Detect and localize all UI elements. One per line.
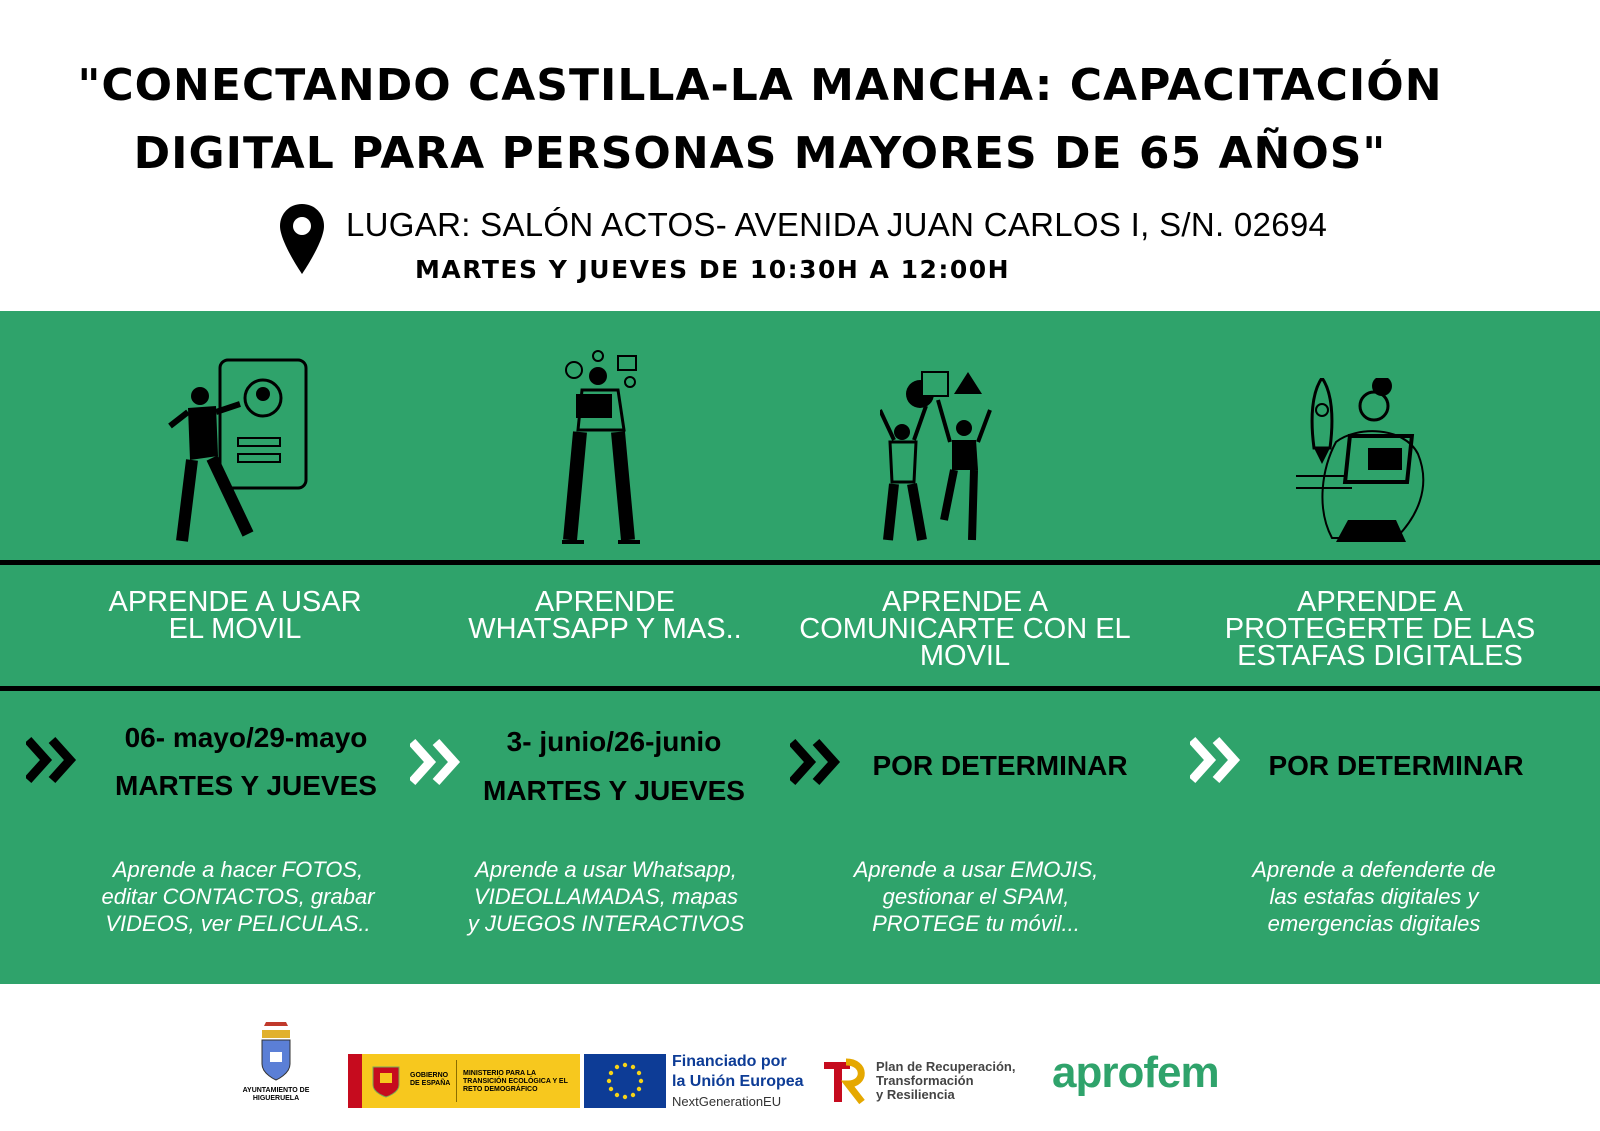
column-1-days: MARTES Y JUEVES: [115, 770, 377, 801]
column-3-description: Aprende a usar EMOJIS, gestionar el SPAM, PROTEGE tu móvil...: [853, 857, 1099, 936]
chevron-double-right-icon: [26, 736, 78, 784]
gobierno-ministerio-logo: [348, 1054, 580, 1108]
column-4-description: Aprende a defenderte de las estafas digitales y emergencias digitales: [1252, 857, 1496, 936]
person-with-rocket-laptop-icon: [1296, 378, 1446, 550]
event-hours: MARTES Y JUEVES DE 10:30H A 12:00H: [415, 255, 1011, 284]
divider-bottom: [0, 686, 1600, 691]
plan-line-1: Plan de Recuperación,: [876, 1059, 1016, 1074]
eu-line-2: la Unión Europea: [672, 1073, 804, 1090]
prtr-logo-icon: [822, 1058, 870, 1106]
person-with-phone-profile-icon: [160, 356, 310, 551]
spain-shield-icon: [362, 1054, 410, 1108]
column-1-title: APRENDE A USAR EL MOVIL: [108, 586, 362, 645]
eu-stars-icon: [584, 1054, 666, 1108]
person-with-laptop-chat-icon: [562, 350, 658, 550]
column-2-days: MARTES Y JUEVES: [483, 775, 745, 806]
eu-line-1: Financiado por: [672, 1053, 787, 1070]
column-2-title: APRENDE WHATSAPP Y MAS..: [468, 586, 742, 645]
plan-line-3: y Resiliencia: [876, 1087, 955, 1102]
plan-recuperacion-text: [876, 1060, 1046, 1102]
divider-top: [0, 560, 1600, 565]
chevron-double-right-icon: [1190, 736, 1242, 784]
ministerio-label: MINISTERIO PARA LA TRANSICIÓN ECOLÓGICA Y EL RETO DEMOGRÁFICO: [463, 1070, 568, 1093]
title-line-1: "CONECTANDO CASTILLA-LA MANCHA: CAPACITACIÓN: [77, 60, 1443, 111]
plan-line-2: Transformación: [876, 1073, 974, 1088]
column-1-description: Aprende a hacer FOTOS, editar CONTACTOS, grabar VIDEOS, ver PELICULAS..: [101, 857, 375, 936]
chevron-double-right-icon: [410, 738, 462, 786]
column-4-title: APRENDE A PROTEGERTE DE LAS ESTAFAS DIGITALES: [1224, 586, 1536, 672]
people-with-shapes-icon: [880, 370, 1008, 548]
column-3-title: APRENDE A COMUNICARTE CON EL MOVIL: [799, 586, 1131, 672]
title-line-2: DIGITAL PARA PERSONAS MAYORES DE 65 AÑOS": [133, 128, 1387, 179]
gobierno-label: GOBIERNO DE ESPAÑA: [410, 1072, 451, 1087]
eu-line-3: NextGenerationEU: [672, 1094, 782, 1109]
eu-flag-icon: [584, 1054, 666, 1108]
ayuntamiento-logo: [234, 1020, 318, 1103]
event-title: [0, 52, 1520, 188]
flag-stripe: [348, 1054, 362, 1108]
coat-of-arms-icon: [258, 1020, 294, 1082]
chevron-double-right-icon: [790, 738, 842, 786]
ayuntamiento-label: AYUNTAMIENTO DE HIGUERUELA: [242, 1087, 310, 1102]
column-2-dates: 3- junio/26-junio: [506, 726, 722, 757]
eu-funding-text: [672, 1052, 812, 1112]
aprofem-logo: aprofem: [1052, 1048, 1219, 1097]
event-place: LUGAR: SALÓN ACTOS- AVENIDA JUAN CARLOS I, S/N. 02694: [346, 206, 1328, 243]
column-3-dates: POR DETERMINAR: [872, 750, 1128, 781]
column-4-dates: POR DETERMINAR: [1268, 750, 1524, 781]
column-1-dates: 06- mayo/29-mayo: [124, 722, 368, 753]
map-pin-icon: [280, 204, 324, 274]
column-2-description: Aprende a usar Whatsapp, VIDEOLLAMADAS, mapas y JUEGOS INTERACTIVOS: [467, 857, 745, 936]
